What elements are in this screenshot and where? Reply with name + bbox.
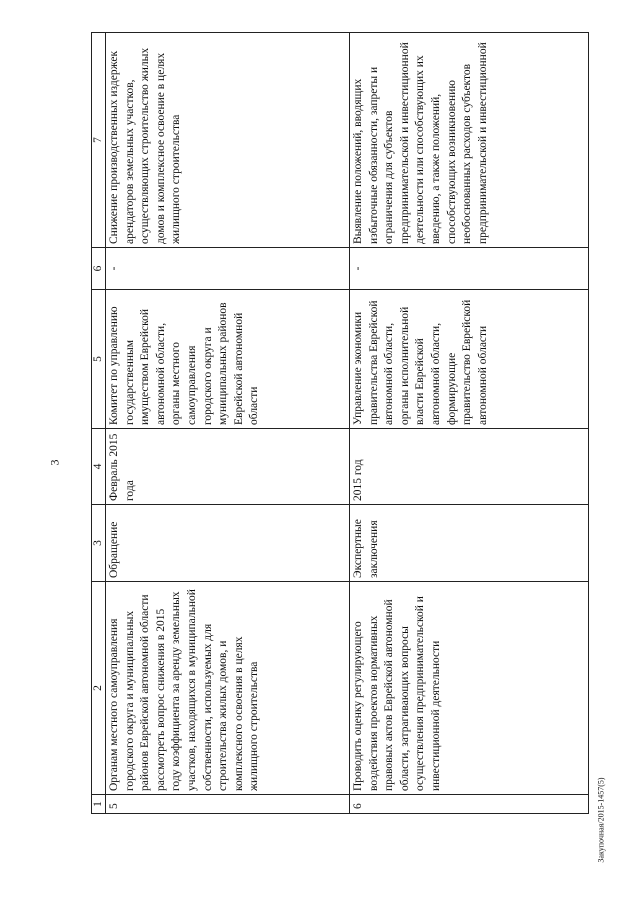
- row-deadline: 2015 год: [350, 429, 589, 505]
- row-action: Проводить оценку регулирующего воздействия проектов нормативных правовых актов Еврейской автономной области, затрагивающих вопросы осуществления предпринимательской и инвестиционной деятельности: [350, 582, 589, 795]
- row-result: Выявление положений, вводящих избыточные обязанности, запреты и ограничения для субъектов предпринимательской и инвестиционной деятельности или способствующих их введению, а также положений, способствующих возникновению необоснованных расходов субъектов предпринимательской и инвестиционной: [350, 33, 589, 248]
- header-col-1: 1: [92, 795, 106, 814]
- row-form: Обращение: [106, 505, 350, 582]
- row-responsible: Управление экономики правительства Еврейской автономной области, органы исполнительной власти Еврейской автономной области, формирующие правительство Еврейской автономной области: [350, 290, 589, 429]
- header-row: [92, 33, 106, 814]
- table-row: [106, 33, 350, 814]
- header-col-6: 6: [92, 248, 106, 290]
- header-col-7: 7: [92, 33, 106, 248]
- header-col-4: 4: [92, 429, 106, 505]
- header-col-3: 3: [92, 505, 106, 582]
- measures-table: [91, 32, 589, 814]
- row-col6: -: [106, 248, 350, 290]
- row-number: 5: [106, 795, 350, 814]
- row-col6: -: [350, 248, 589, 290]
- row-result: Снижение производственных издержек арендаторов земельных участков, осуществляющих строительство жилых домов и комплексное освоение в целях жилищного строительства: [106, 33, 350, 248]
- row-deadline: Февраль 2015 года: [106, 429, 350, 505]
- row-number: 6: [350, 795, 589, 814]
- page-number: 3: [47, 459, 62, 466]
- header-col-2: 2: [92, 582, 106, 795]
- row-responsible: Комитет по управлению государственным имуществом Еврейской автономной области, органы местного самоуправления городского округа и муниципальных районов Еврейской автономной области: [106, 290, 350, 429]
- header-col-5: 5: [92, 290, 106, 429]
- row-form: Экспертные заключения: [350, 505, 589, 582]
- document-stamp: Закупочная/2015-1457(5): [596, 777, 606, 863]
- measures-table-rotated: [91, 40, 589, 814]
- row-action: Органам местного самоуправления городского округа и муниципальных районов Еврейской автономной области рассмотреть вопрос снижения в 2015 году коэффициента за аренду земельных участков, находящихся в муниципальной собственности, используемых для строительства жилых домов, и комплексного освоения в целях жилищного строительства: [106, 582, 350, 795]
- table-row: [350, 33, 589, 814]
